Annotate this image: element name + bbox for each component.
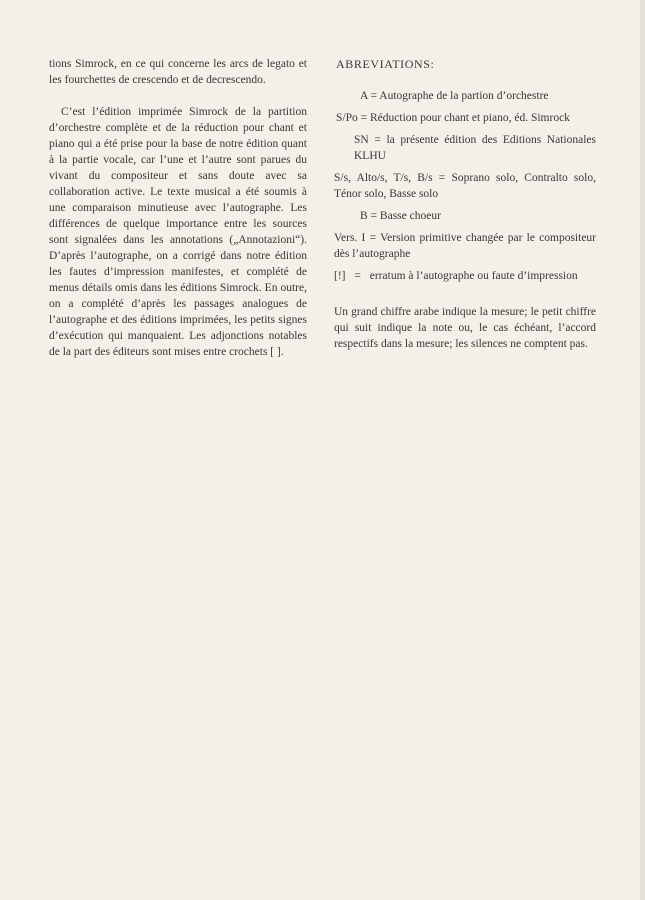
abbreviation-key: S/Po (336, 112, 358, 124)
page-edge-shadow (640, 0, 645, 900)
abbreviation-separator: = (365, 232, 381, 244)
abbreviation-separator: = (367, 90, 380, 102)
abbreviation-description: Soprano solo, Contralto solo, Ténor solo, Basse solo (334, 172, 596, 200)
abbreviation-description: erratum à l’autographe ou faute d’impression (369, 270, 578, 282)
abbreviation-key: S/s, Alto/s, T/s, B/s (334, 172, 433, 184)
abbreviation-description: la présente édition des Editions Nationales KLHU (354, 134, 596, 162)
abbreviation-entry (334, 230, 596, 262)
abbreviation-entry (334, 110, 596, 126)
abbreviation-entry (334, 132, 596, 164)
left-column (49, 56, 307, 360)
paragraph-edition-sources: C’est l’édition imprimée Simrock de la partition d’orchestre complète et de la réduction pour chant et piano qui a été prise pour la base de notre édition quant à la partie vocale, car l’une et l’autre sont parues du vivant du compositeur et sans doute avec sa collaboration active. Le texte musical a été soumis à une comparaison minutieuse avec l’autographe. Les différences de quelque importance entre les sources sont signalées dans les annotations („Annotazioni“). D’après l’autographe, on a corrigé dans notre édition les fautes d’impression manifestes, et complété de menus détails omis dans les éditions Simrock. En outre, on a complété d’après les passages analogues de l’autographe et des éditions imprimées, les petits signes d’exécution qui manquaient. Les adjonctions notables de la part des éditeurs sont mises entre crochets [ ]. (49, 106, 307, 358)
abbreviation-key: B (360, 210, 368, 222)
abbreviation-separator: = (368, 134, 387, 146)
abbreviations-list (334, 88, 596, 284)
abbreviation-description: Version primitive changée par le compositeur dès l’autographe (334, 232, 597, 260)
abbreviation-separator: = (357, 112, 370, 124)
measure-notation-note: Un grand chiffre arabe indique la mesure; le petit chiffre qui suit indique la note ou, le cas échéant, l’accord respectifs dans la mesure; les silences ne comptent pas. (334, 306, 596, 350)
abbreviation-description: Autographe de la partion d’orchestre (379, 90, 549, 102)
abbreviations-heading: ABREVIATIONS: (336, 57, 435, 71)
abbreviation-description: Basse choeur (379, 210, 441, 222)
abbreviation-separator: = (351, 270, 364, 282)
paragraph-continuation: tions Simrock, en ce qui concerne les arcs de legato et les fourchettes de crescendo et de decrescendo. (49, 58, 307, 86)
right-column (334, 56, 596, 352)
abbreviation-key: SN (354, 134, 369, 146)
abbreviation-separator: = (432, 172, 452, 184)
abbreviation-entry (334, 208, 596, 224)
abbreviation-entry (334, 88, 596, 104)
abbreviation-description: Réduction pour chant et piano, éd. Simrock (370, 112, 570, 124)
abbreviation-key: A (360, 90, 368, 102)
abbreviation-key: Vers. I (334, 232, 366, 244)
abbreviation-key: [!] (334, 270, 346, 282)
abbreviation-entry (334, 170, 596, 202)
abbreviation-separator: = (367, 210, 380, 222)
abbreviation-entry (334, 268, 596, 284)
